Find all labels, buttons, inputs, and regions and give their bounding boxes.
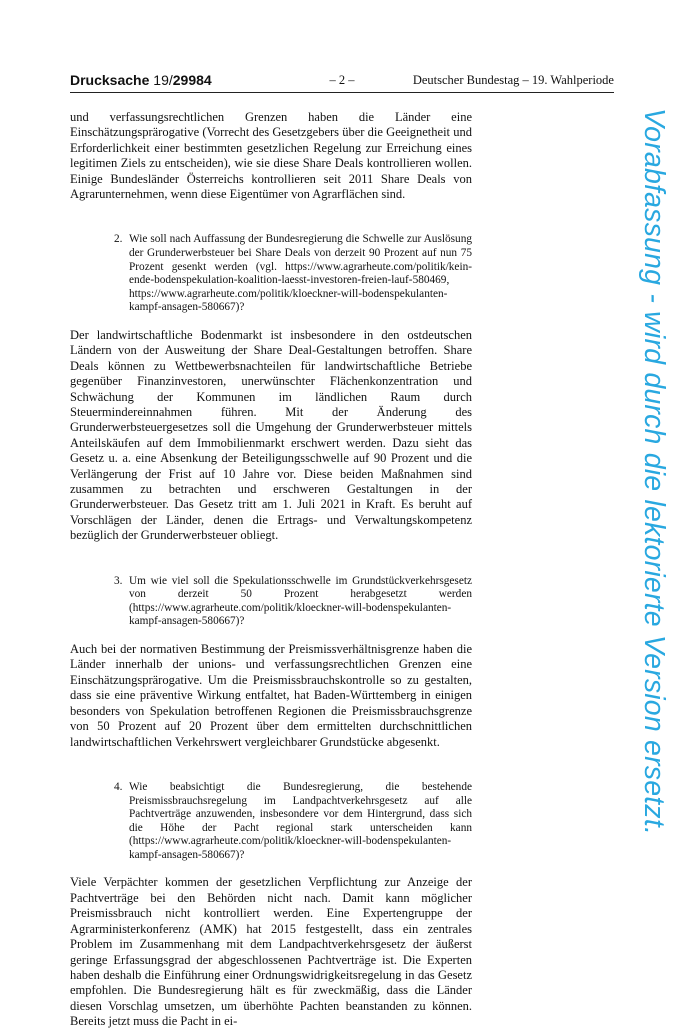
answer-paragraph-3: Auch bei der normativen Bestimmung der Preismissverhältnisgrenze haben die Länder innerhalb der unions- und verfassungsrechtlichen Grenzen eine Einschätzungsprärogative. Um die Preismissbrauchskontrolle so zu gestalten, dass sie eine präventive Wirkung entfaltet, hat Baden-Württemberg in einigen besonders von Spekulation betroffenen Regionen die Preismissbrauchsgrenze von 50 Prozent auf 20 Prozent über dem ermittelten durchschnittlichen landwirtschaftlichen Verkehrswert vergleichbarer Grundstücke abgesenkt. xyxy=(70,642,472,749)
question-2-text: Wie soll nach Auffassung der Bundesregierung die Schwelle zur Auslösung der Grunderwerbsteuer bei Share Deals von derzeit 90 Prozent auf nun 75 Prozent gesenkt werden (vgl. https://www.agrarheute.com/politik/kein-ende-bodenspekulation-koalition-laesst-investoren-freien-lauf-580469, https://www.agrarheute.com/politik/kloeckner-will-bodenspekulanten-kampf-ansagen-580667)? xyxy=(129,233,472,314)
answer-paragraph-2: Der landwirtschaftliche Bodenmarkt ist insbesondere in den ostdeutschen Ländern von der Ausweitung der Share Deal-Gestaltungen betroffen. Share Deals können zu Wettbewerbsnachteilen für landwirtschaftliche Betriebe gegenüber Finanzinvestoren, unerwünschter Flächenkonzentration und Schwächung der Kommunen im ländlichen Raum durch Steuermindereinnahmen führen. Mit der Änderung des Grunderwerbsteuergesetzes soll die Umgehung der Grunderwerbsteuer mittels Anteilskäufen auf dem Immobilienmarkt erschwert werden. Dazu sieht das Gesetz u. a. eine Absenkung der Beteiligungsschwelle auf 90 Prozent und die Verlängerung der Frist auf 10 Jahre vor. Diese beiden Maßnahmen sind zusammen zu betrachten und erschweren Gestaltungen in der Grunderwerbsteuer. Das Gesetz tritt am 1. Juli 2021 in Kraft. Es beruht auf Vorschlägen der Länder, denen die Ertrags- und Verwaltungskompetenz bezüglich der Grunderwerbsteuer obliegt. xyxy=(70,328,472,543)
answer-paragraph-1: und verfassungsrechtlichen Grenzen haben die Länder eine Einschätzungsprärogative (Vorrecht des Gesetzgebers über die Geeignetheit und Erforderlichkeit einer bestimmten gesetzlichen Regelung zur Erreichung eines legitimen Ziels zu entscheiden), wie sie diese Share Deals kontrollieren wollen. Einige Bundesländer Österreichs kontrollieren seit 2011 Share Deals von Agrarunternehmen, wenn diese Eigentümer von Agrarflächen sind. xyxy=(70,110,472,202)
question-2 xyxy=(114,233,472,315)
page-header xyxy=(70,70,614,93)
document-label: Drucksache xyxy=(70,72,150,88)
answer-paragraph-4: Viele Verpächter kommen der gesetzlichen Verpflichtung zur Anzeige der Pachtverträge bei den Behörden nicht nach. Damit kann möglicher Preismissbrauch nicht kontrolliert werden. Eine Expertengruppe der Agrarministerkonferenz (AMK) hat 2015 festgestellt, dass ein zentrales Problem im Zusammenhang mit dem Landpachtverkehrsgesetz der äußerst geringe Erfassungsgrad der abgeschlossenen Pachtverträge ist. Die Experten haben deshalb die Einführung einer Ordnungswidrigkeitsregelung in das Gesetz empfohlen. Die Bundesregierung hält es für zweckmäßig, dass die Länder diesen Vorschlag umsetzen, um überhöhte Pachten beanstanden zu können. Bereits jetzt muss die Pacht in ei- xyxy=(70,875,472,1029)
document-body xyxy=(70,110,472,1030)
draft-watermark xyxy=(634,108,670,888)
document-number-suffix: 29984 xyxy=(172,72,212,88)
page-marker: – 2 – xyxy=(329,73,355,87)
question-3-text: Um wie viel soll die Spekulationsschwelle im Grundstückverkehrsgesetz von derzeit 50 Prozent herabgesetzt werden (https://www.agrarheute.com/politik/kloeckner-will-bodenspekulanten-kampf-ansagen-580667)? xyxy=(129,574,472,628)
watermark-text: Vorabfassung - wird durch die lektorierte Version ersetzt. xyxy=(638,108,670,836)
question-4-text: Wie beabsichtigt die Bundesregierung, die bestehende Preismissbrauchsregelung im Landpachtverkehrsgesetz auf alle Pachtverträge anzuwenden, insbesondere vor dem Hintergrund, dass sich die Höhe der Pacht regional stark unterscheiden kann (https://www.agrarheute.com/politik/kloeckner-will-bodenspekulanten-kampf-ansagen-580667)? xyxy=(129,780,472,861)
question-2-number: 2. xyxy=(114,233,123,246)
question-3-number: 3. xyxy=(114,574,123,587)
document-number-prefix: 19/ xyxy=(153,72,173,88)
institution-label: Deutscher Bundestag – 19. Wahlperiode xyxy=(412,73,614,87)
question-3 xyxy=(114,575,472,629)
question-4 xyxy=(114,781,472,863)
question-4-number: 4. xyxy=(114,780,123,793)
